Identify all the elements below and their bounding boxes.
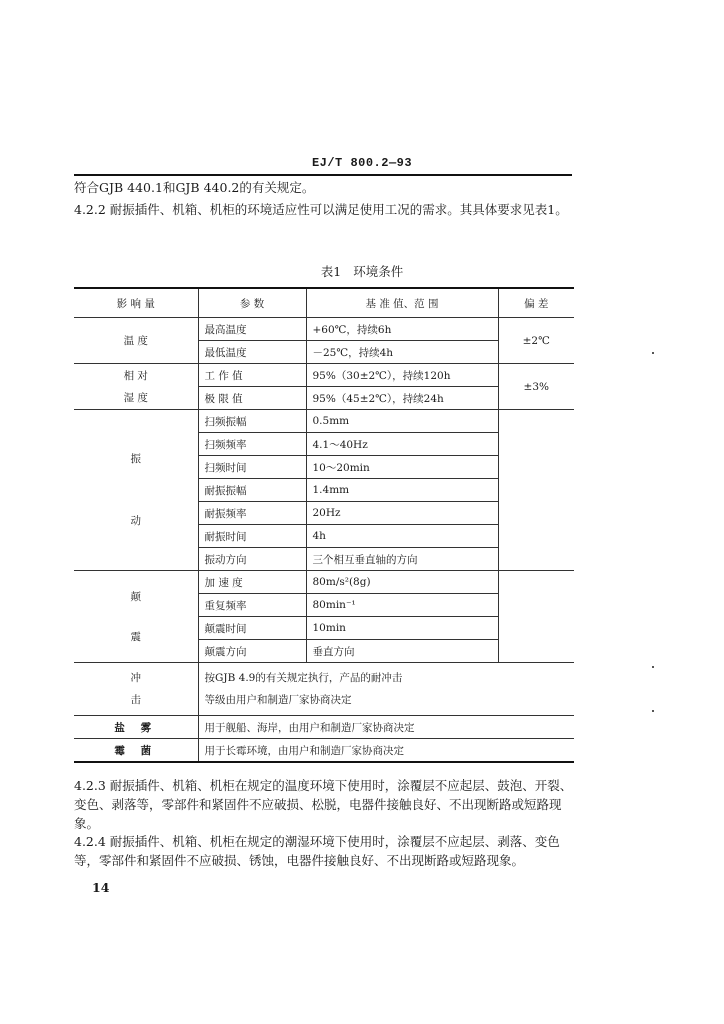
temperature-tolerance: ±2℃ [498,318,574,364]
vibration-label-2: 动 [130,515,141,527]
param-cell: 耐振频率 [198,502,306,525]
table-row [74,571,574,594]
table-row [74,364,574,387]
bump-label-1: 颠 [130,590,141,603]
bump-tolerance [498,571,574,663]
param-cell: 加 速 度 [198,571,306,594]
param-cell: 颠震方向 [198,640,306,663]
header-tolerance: 偏 差 [498,288,574,318]
header-parameter: 参 数 [198,288,306,318]
table-number: 表1 [320,264,342,279]
param-cell: 耐振时间 [198,525,306,548]
header-rule [74,174,572,176]
temperature-label: 温 度 [74,318,198,364]
param-cell: 颠震时间 [198,617,306,640]
value-cell: 4h [306,525,498,548]
bump-label-2: 震 [130,630,141,643]
value-cell: 三个相互垂直轴的方向 [306,548,498,571]
vibration-label [74,410,198,571]
paragraph-4-2-4: 4.2.4 耐振插件、机箱、机柜在规定的潮湿环境下使用时，涂覆层不应起层、剥落、变色等，零部件和紧固件不应破损、锈蚀，电器件接触良好、不出现断路或短路现象。 [74,834,560,868]
param-cell: 工 作 值 [198,364,306,387]
value-cell: 95%（45±2℃），持续24h [306,387,498,410]
shock-label-2: 击 [130,694,141,706]
value-cell: 0.5mm [306,410,498,433]
humidity-tolerance: ±3% [498,364,574,410]
mold-label: 霉 菌 [74,739,198,763]
header-reference: 基 准 值、范 围 [306,288,498,318]
param-cell: 振动方向 [198,548,306,571]
param-cell: 最低温度 [198,341,306,364]
shock-text [198,663,574,716]
mold-text: 用于长霉环境，由用户和制造厂家协商决定 [198,739,574,763]
shock-line-2: 等级由用户和制造厂家协商决定 [204,694,352,706]
shock-line-1: 按GJB 4.9的有关规定执行，产品的耐冲击 [204,672,403,684]
value-cell: 1.4mm [306,479,498,502]
table-row [74,410,574,433]
value-cell: +60℃，持续6h [306,318,498,341]
vibration-tolerance [498,410,574,571]
value-cell: 4.1～40Hz [306,433,498,456]
value-cell: 垂直方向 [306,640,498,663]
table-row [74,716,574,739]
bump-label [74,571,198,663]
table-row [74,318,574,341]
table-header-row [74,288,574,318]
value-cell: 10min [306,617,498,640]
value-cell: 95%（30±2℃），持续120h [306,364,498,387]
param-cell: 耐振振幅 [198,479,306,502]
value-cell: 10～20min [306,456,498,479]
param-cell: 最高温度 [198,318,306,341]
page-number: 14 [92,880,110,895]
value-cell: 20Hz [306,502,498,525]
paragraph-4-2-3: 4.2.3 耐振插件、机箱、机柜在规定的温度环境下使用时，涂覆层不应起层、鼓泡、开裂、变色、剥落等，零部件和紧固件不应破损、松脱，电器件接触良好、不出现断路或短路现象。 [74,778,573,831]
shock-label-1: 冲 [130,672,141,684]
table-row [74,739,574,763]
document-header: EJ/T 800.2—93 [311,156,413,170]
param-cell: 扫频频率 [198,433,306,456]
param-cell: 极 限 值 [198,387,306,410]
header-influence: 影 响 量 [74,288,198,318]
salt-fog-label: 盐 雾 [74,716,198,739]
humidity-label-2: 湿 度 [123,391,148,404]
shock-label [74,663,198,716]
environment-table [74,287,574,763]
vibration-label-1: 振 [130,453,141,465]
value-cell: 80min⁻¹ [306,594,498,617]
scan-speck [652,666,654,668]
humidity-label-1: 相 对 [123,369,148,382]
table-caption [0,262,724,280]
param-cell: 扫频振幅 [198,410,306,433]
paragraph-4-2-2: 4.2.2 耐振插件、机箱、机柜的环境适应性可以满足使用工况的需求。其具体要求见表1。 [74,202,568,217]
param-cell: 重复频率 [198,594,306,617]
table-title: 环境条件 [353,264,404,279]
scan-speck [652,710,654,712]
scan-speck [652,352,654,354]
value-cell: 80m/s²(8g) [306,571,498,594]
salt-fog-text: 用于舰船、海岸，由用户和制造厂家协商决定 [198,716,574,739]
table-row [74,663,574,716]
paragraph-continued: 符合GJB 440.1和GJB 440.2的有关规定。 [74,180,315,195]
humidity-label [74,364,198,410]
param-cell: 扫频时间 [198,456,306,479]
value-cell: －25℃，持续4h [306,341,498,364]
